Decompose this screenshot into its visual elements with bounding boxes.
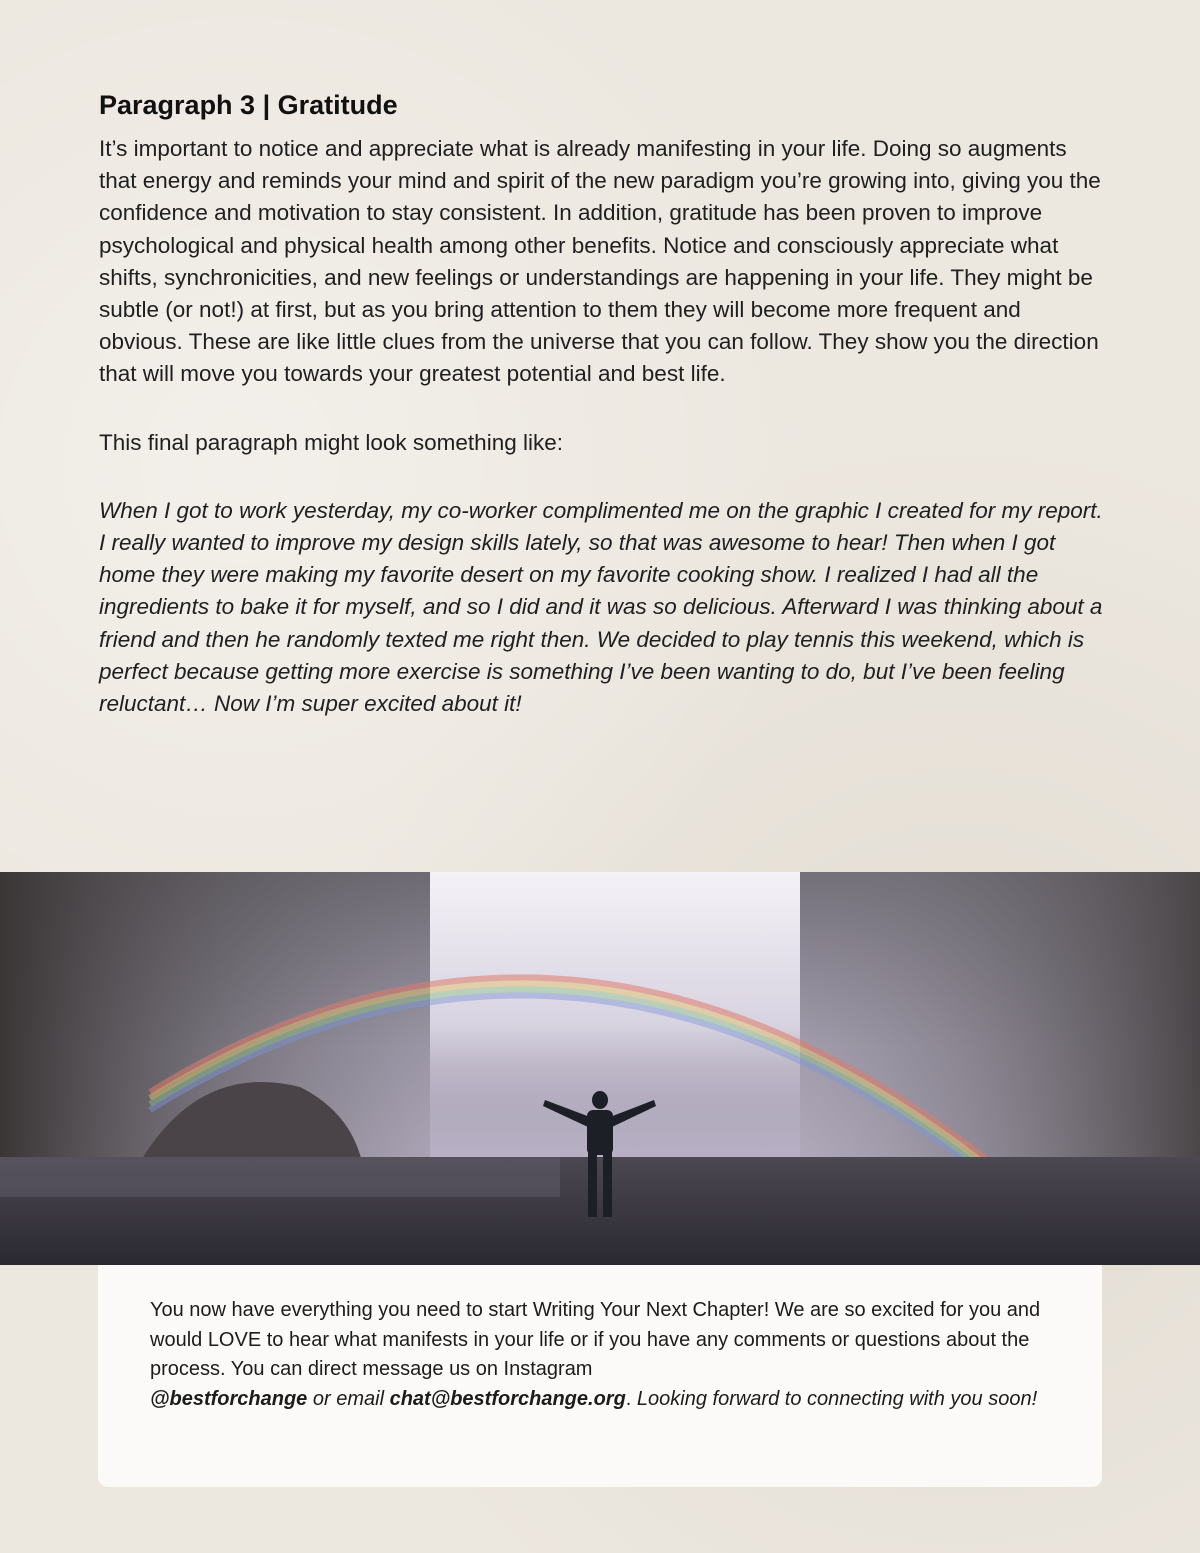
instagram-handle[interactable]: @bestforchange <box>150 1387 308 1410</box>
waterfall-rainbow-photo <box>0 872 1200 1265</box>
example-intro: This final paragraph might look something like: <box>99 429 563 455</box>
closing-text: You now have everything you need to start Writing Your Next Chapter! We are so excited for you and would LOVE to hear what manifests in your life or if you have any comments or questions about the process. You can direct message us on Instagram <box>150 1299 1041 1380</box>
or-email-text: or email <box>312 1387 385 1410</box>
period: . <box>625 1387 632 1410</box>
spacer <box>99 459 1109 495</box>
signoff-text: Looking forward to connecting with you soon! <box>636 1387 1038 1410</box>
email-link[interactable]: chat@bestforchange.org <box>389 1387 626 1410</box>
spacer <box>99 391 1109 427</box>
main-content <box>99 90 1109 720</box>
closing-card <box>98 1265 1102 1487</box>
section-heading: Paragraph 3 | Gratitude <box>99 90 398 120</box>
section-body: It’s important to notice and appreciate what is already manifesting in your life. Doing so augments that energy and reminds your mind and spirit of the new paradigm you’re growing into, giving you the confidence and motivation to stay consistent. In addition, gratitude has been proven to improve psychological and physical health among other benefits. Notice and consciously appreciate what shifts, synchronicities, and new feelings or understandings are happening in your life. They might be subtle (or not!) at first, but as you bring attention to them they will become more frequent and obvious. These are like little clues from the universe that you can follow. They show you the direction that will move you towards your greatest potential and best life. <box>99 136 1101 387</box>
example-paragraph: When I got to work yesterday, my co-worker complimented me on the graphic I created for my report. I really wanted to improve my design skills lately, so that was awesome to hear! Then when I got home they were making my favorite desert on my favorite cooking show. I realized I had all the ingredients to bake it for myself, and so I did and it was so delicious. Afterward I was thinking about a friend and then he randomly texted me right then. We decided to play tennis this weekend, which is perfect because getting more exercise is something I’ve been wanting to do, but I’ve been feeling reluctant… Now I’m super excited about it! <box>99 497 1103 717</box>
closing-message <box>150 1296 1050 1414</box>
